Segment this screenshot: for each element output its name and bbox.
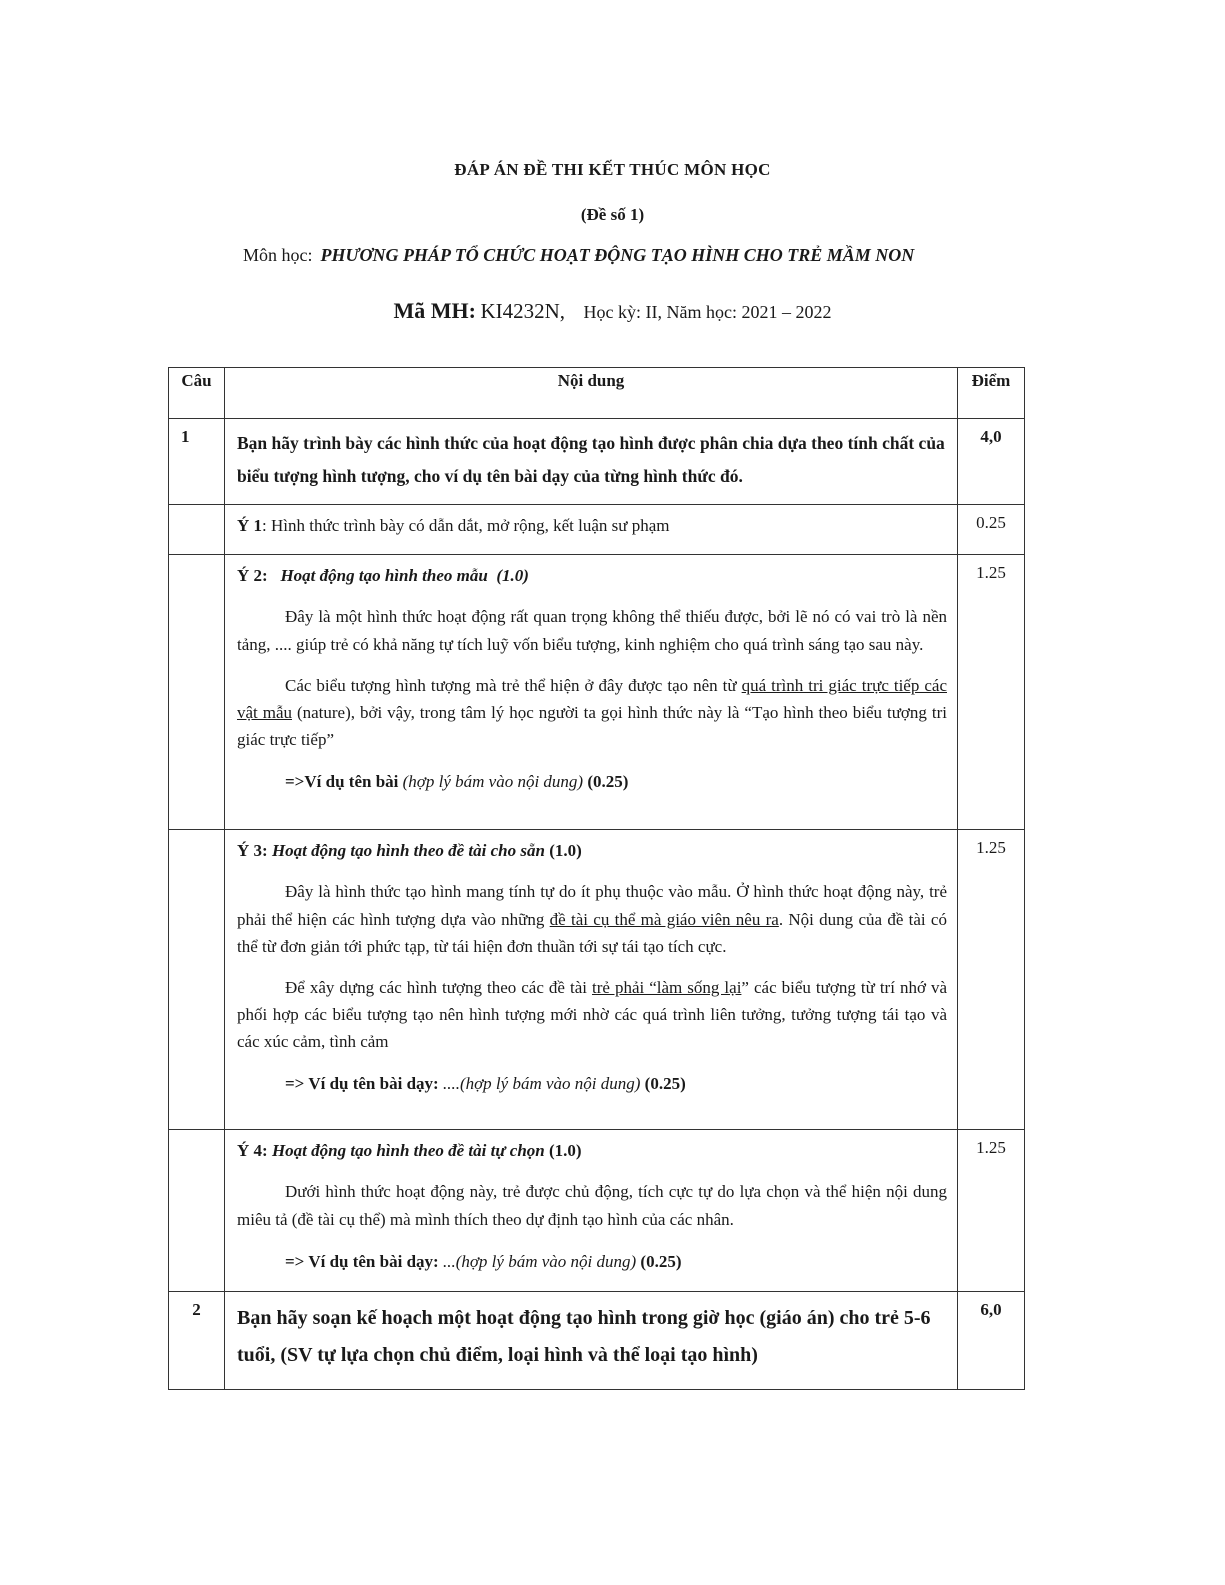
table-row	[169, 1292, 1025, 1390]
table-row	[169, 505, 1025, 555]
point-2-example: =>Ví dụ tên bài (hợp lý bám vào nội dung) (0.25)	[285, 772, 629, 792]
document-title: ĐÁP ÁN ĐỀ THI KẾT THÚC MÔN HỌC	[454, 160, 771, 179]
point-3-example: => Ví dụ tên bài dạy: ....(hợp lý bám vào nội dung) (0.25)	[285, 1074, 686, 1094]
question-number: 1	[169, 419, 225, 505]
table-row	[169, 830, 1025, 1130]
table-row	[169, 555, 1025, 830]
point-4-paragraph-1: Dưới hình thức hoạt động này, trẻ được chủ động, tích cực tự do lựa chọn và thể hiện nội dung miêu tả (đề tài cụ thể) mà mình thích theo dự định tạo hình của các nhân.	[237, 1182, 947, 1229]
exam-number: (Đề số 1)	[580, 205, 645, 224]
point-3-score: 1.25	[958, 830, 1025, 1130]
subject-name: PHƯƠNG PHÁP TỔ CHỨC HOẠT ĐỘNG TẠO HÌNH CHO TRẺ MẦM NON	[320, 245, 915, 265]
subject-label: Môn học:	[243, 245, 313, 265]
point-1	[225, 505, 958, 555]
question-1-text: Bạn hãy trình bày các hình thức của hoạt động tạo hình được phân chia dựa theo tính chất của biểu tượng hình tượng, cho ví dụ tên bài dạy của từng hình thức đó.	[225, 419, 958, 505]
col-header-score: Điểm	[958, 368, 1025, 419]
subject-line	[243, 245, 914, 266]
point-3-paragraph-2: Để xây dựng các hình tượng theo các đề tài trẻ phải “làm sống lại” các biểu tượng từ trí nhớ và phối hợp các biểu tượng tạo nên hình tượng mới nhờ các quá trình liên tưởng, tưởng tượng tái tạo và các xúc cảm, tình cảm	[237, 977, 948, 1052]
point-4-heading: Ý 4: Hoạt động tạo hình theo đề tài tự chọn (1.0)	[237, 1141, 582, 1160]
col-header-content: Nội dung	[225, 368, 958, 419]
point-1-label: Ý 1	[237, 516, 263, 535]
course-code-value: KI4232N,	[480, 299, 566, 323]
point-3-heading: Ý 3: Hoạt động tạo hình theo đề tài cho sẵn (1.0)	[237, 841, 582, 860]
table-row	[169, 419, 1025, 505]
question-number: 2	[169, 1292, 225, 1390]
point-2	[225, 555, 958, 830]
point-4	[225, 1130, 958, 1292]
point-4-score: 1.25	[958, 1130, 1025, 1292]
point-2-paragraph-1: Đây là một hình thức hoạt động rất quan trọng không thể thiếu được, bởi lẽ nó có vai trò là nền tảng, .... giúp trẻ có khả năng tự tích luỹ vốn biểu tượng, kinh nghiệm cho quá trình sáng tạo sau này.	[237, 607, 947, 654]
point-3-paragraph-1: Đây là hình thức tạo hình mang tính tự do ít phụ thuộc vào mẫu. Ở hình thức hoạt động này, trẻ phải thể hiện các hình tượng dựa vào những đề tài cụ thể mà giáo viên nêu ra. Nội dung của đề tài có thể từ đơn giản tới phức tạp, từ tái hiện đơn thuần tới sự tái tạo tích cực.	[237, 882, 947, 956]
point-2-paragraph-2: Các biểu tượng hình tượng mà trẻ thể hiện ở đây được tạo nên từ quá trình tri giác trực tiếp các vật mẫu (nature), bởi vậy, trong tâm lý học người ta gọi hình thức này là “Tạo hình theo biểu tượng tri giác trực tiếp”	[237, 675, 947, 750]
point-2-heading: Ý 2: Hoạt động tạo hình theo mẫu (1.0)	[237, 566, 529, 585]
course-code-label: Mã MH:	[393, 298, 476, 323]
point-1-text: : Hình thức trình bày có dẫn dắt, mở rộng, kết luận sư phạm	[262, 516, 670, 535]
question-1-score: 4,0	[958, 419, 1025, 505]
col-header-question: Câu	[169, 368, 225, 419]
point-1-score: 0.25	[958, 505, 1025, 555]
semester-year: Học kỳ: II, Năm học: 2021 – 2022	[583, 302, 832, 322]
course-code-line	[0, 298, 1225, 324]
table-row	[169, 1130, 1025, 1292]
table-header-row	[169, 368, 1025, 419]
question-2-score: 6,0	[958, 1292, 1025, 1390]
point-4-example: => Ví dụ tên bài dạy: ...(hợp lý bám vào nội dung) (0.25)	[285, 1251, 682, 1271]
point-2-score: 1.25	[958, 555, 1025, 830]
point-3	[225, 830, 958, 1130]
answer-table	[168, 367, 1025, 1390]
question-2-text: Bạn hãy soạn kế hoạch một hoạt động tạo hình trong giờ học (giáo án) cho trẻ 5-6 tuổi, (SV tự lựa chọn chủ điểm, loại hình và thể loại tạo hình)	[225, 1292, 958, 1390]
